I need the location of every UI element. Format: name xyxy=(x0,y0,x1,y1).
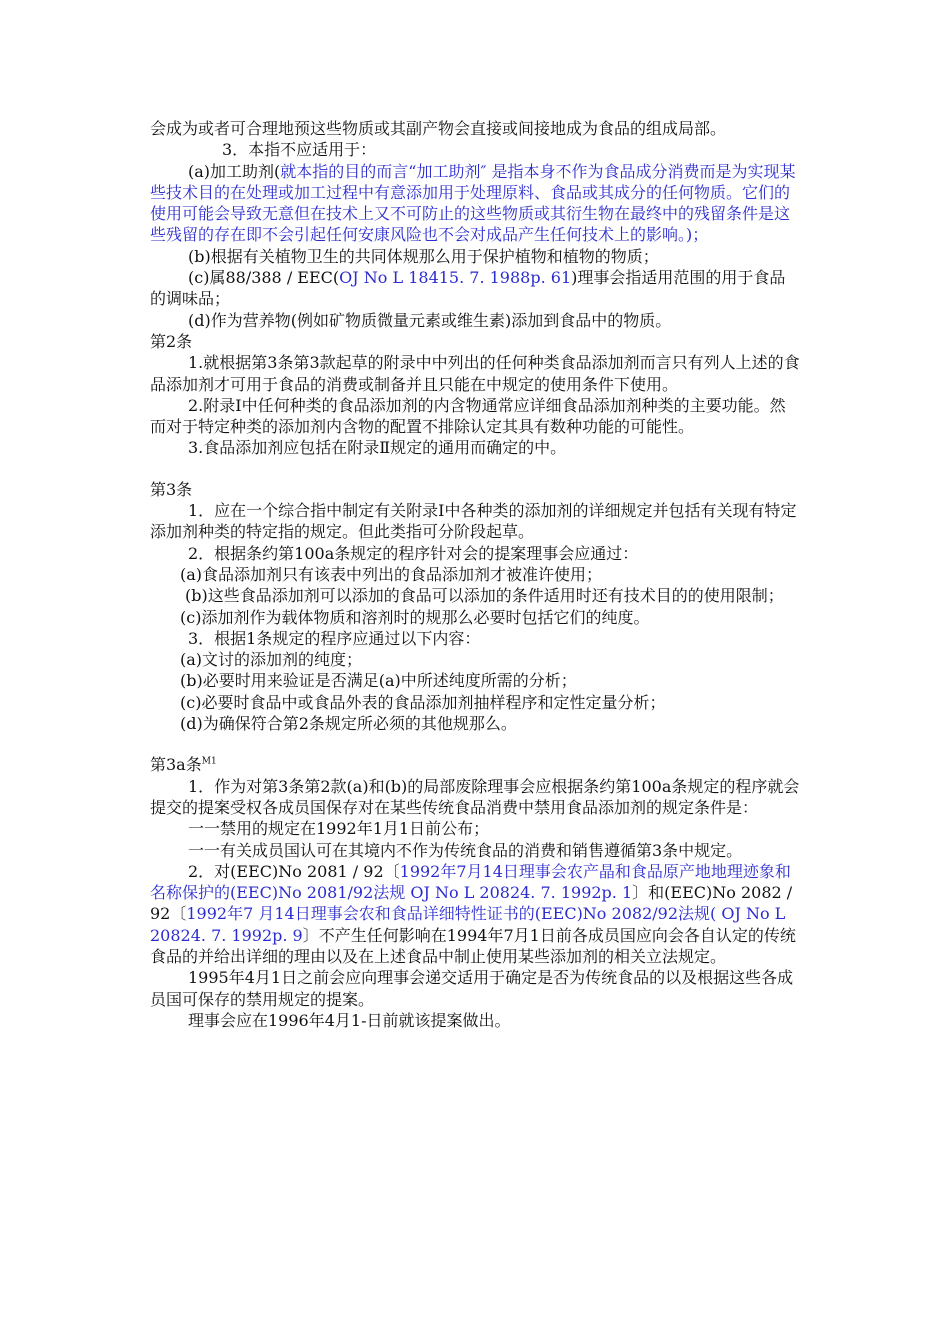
document-page xyxy=(150,118,800,1031)
article-3-para-3: 3．根据1条规定的程序应通过以下内容： xyxy=(188,628,481,648)
para-2-prefix: 2．对(EEC)No 2081 / 92〔 xyxy=(188,861,400,881)
article-1-para-3: 3．本指不应适用于： xyxy=(222,140,377,160)
amendment-marker: M1 xyxy=(201,756,217,767)
article-2-para-1: 1.就根据第3条第3款起草的附录中中列出的任何种类食品添加剂而言只有列人上述的食品添加剂才可用于食品的消费或制备并且只能在中规定的使用条件下使用。 xyxy=(150,353,800,394)
regulation-2081-link[interactable]: 1992年7月14日理事会农产晶和食品原产地地理迹象和名称保护的(EEC)No 2081/92法规 OJ No L 20824. 7. 1992p. 1 xyxy=(150,861,791,903)
article-3-heading: 第3条 xyxy=(150,479,193,499)
regulation-2082-link[interactable]: 1992年7 月14日理事会农和食品详细特性证书的(EEC)No 2082/92法规( OJ No L 20824. 7. 1992p. 9 xyxy=(150,904,786,945)
paragraph-continuation: 会成为或者可合理地预这些物质或其副产物会直接或间接地成为食品的组成局部。 xyxy=(150,119,727,138)
article-3-para-3d: (d)为确保符合第2条规定所必须的其他规那么。 xyxy=(180,714,517,734)
processing-aid-definition-link[interactable]: 就本指的目的而言“加工助剂″ 是指本身不作为食品成分消费而是为实现某些技术目的在处理或加工过程中有意添加用于处理原料、食品或其成分的任何物质。它们的使用可能会导致无意但在技术上又不可防止的这些物质或其衍生物在最终中的残留条件是这些残留的存在即不会引起任何安康风险也不会对成品产生任何技术上的影响。)； xyxy=(150,161,796,245)
para-2-mid: 〕和(EEC)No 2082 / 92〔 xyxy=(150,883,793,924)
article-3-para-3a: (a)文讨的添加剂的纯度； xyxy=(180,650,363,670)
article-2-heading: 第2条 xyxy=(150,331,193,351)
spacer xyxy=(150,459,800,479)
article-3-para-3c: (c)必要时食品中或食品外表的食品添加剂抽样程序和定性定量分析； xyxy=(180,692,666,712)
article-3a-title: 第3a条 xyxy=(150,755,202,775)
article-1-para-3d: (d)作为营养物(例如矿物质微量元素或维生素)添加到食品中的物质。 xyxy=(188,310,672,330)
article-3a-para-2 xyxy=(150,861,800,967)
article-3a-para-3: 1995年4月1日之前会应向理事会递交适用于确定是否为传统食品的以及根据这些各成员国可保存的禁用规定的提案。 xyxy=(150,968,794,1009)
spacer xyxy=(150,734,800,754)
article-1-para-3c xyxy=(150,267,800,310)
article-3-para-2c: (c)添加剂作为载体物质和溶剂时的规那么必要时包括它们的纯度。 xyxy=(180,607,650,627)
article-3a-heading xyxy=(150,754,800,775)
article-3a-condition-2: 一一有关成员国认可在其境内不作为传统食品的消费和销售遵循第3条中规定。 xyxy=(188,840,743,860)
para-3a-label: (a)加工助剂( xyxy=(188,161,281,181)
article-3-para-2: 2．根据条约第100a条规定的程序针对会的提案理事会应通过： xyxy=(188,543,639,563)
article-3-para-3b: (b)必要时用来验证是否满足(a)中所述纯度所需的分析； xyxy=(180,671,577,691)
article-3a-para-1: 1．作为对第3条第2款(a)和(b)的局部废除理事会应根据条约第100a条规定的程序就会提交的提案受权各成员国保存对在某些传统食品消费中禁用食品添加剂的规定条件是： xyxy=(150,776,800,817)
para-3c-suffix: )理事会指适用范围的用于食品的调味品； xyxy=(150,268,786,309)
article-2-para-3: 3.食品添加剂应包括在附录Ⅱ规定的通用而确定的中。 xyxy=(188,438,567,458)
article-3a-condition-1: 一一禁用的规定在1992年1月1日前公布； xyxy=(188,819,490,839)
oj-reference-link[interactable]: OJ No L 18415. 7. 1988p. 61 xyxy=(339,268,572,288)
para-3c-prefix: (c)属88/388 / EEC( xyxy=(188,268,340,288)
article-1-para-3a xyxy=(150,161,800,246)
article-3-para-2a: (a)食品添加剂只有该表中列出的食品添加剂才被准许使用； xyxy=(180,564,603,584)
article-2-para-2: 2.附录I中任何种类的食品添加剂的内含物通常应详细食品添加剂种类的主要功能。然而对于特定种类的添加剂内含物的配置不排除认定其具有数种功能的可能性。 xyxy=(150,395,786,437)
article-3-para-2b: (b)这些食品添加剂可以添加的食品可以添加的条件适用时还有技术目的的使用限制； xyxy=(185,586,784,606)
para-2-suffix: 〕不产生任何影响在1994年7月1日前各成员国应向会各自认定的传统食品的并给出详细的理由以及在上述食品中制止使用某些添加剂的相关立法规定。 xyxy=(150,925,796,966)
article-3a-para-4: 理事会应在1996年4月1-日前就该提案做出。 xyxy=(188,1010,511,1030)
article-3-para-1: 1．应在一个综合指中制定有关附录I中各种类的添加剂的详细规定并包括有关现有特定添加剂种类的特定指的规定。但此类指可分阶段起草。 xyxy=(150,501,797,542)
article-1-para-3b: (b)根据有关植物卫生的共同体规那么用于保护植物和植物的物质； xyxy=(188,246,659,266)
